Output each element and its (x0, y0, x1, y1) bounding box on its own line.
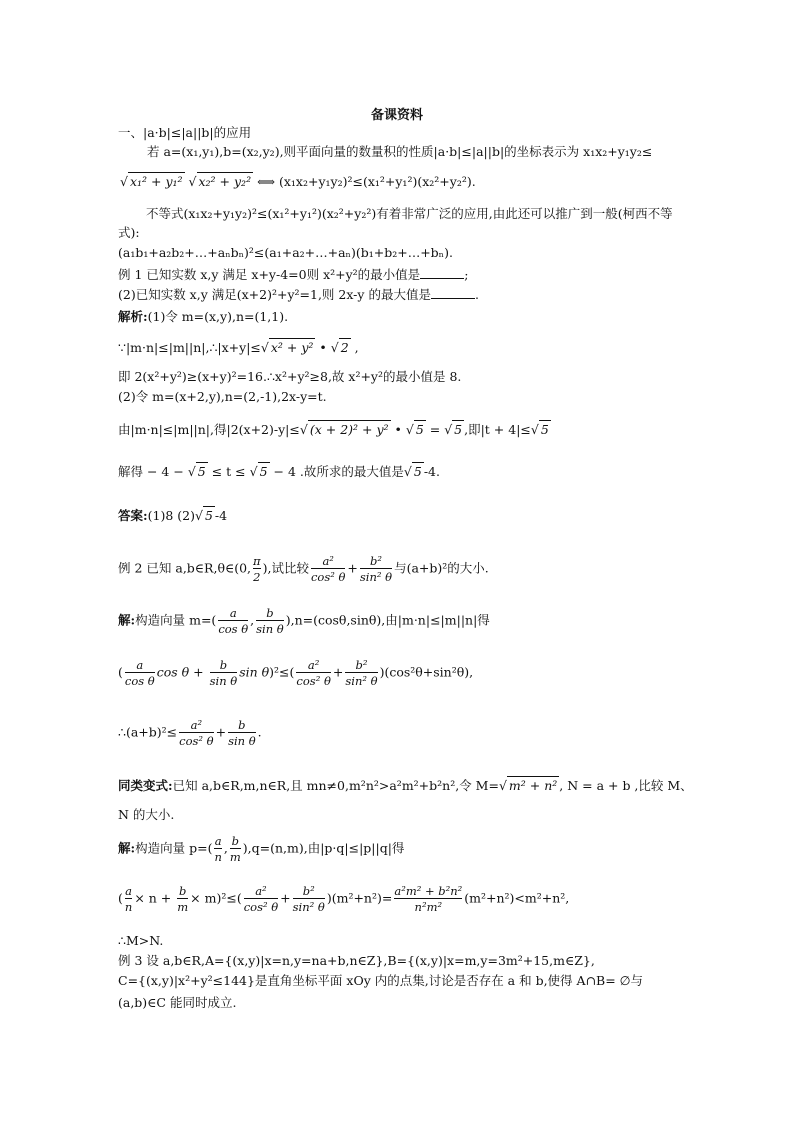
solution2-line1: 解:构造向量 m=( $\frac{a}{\text{cos θ}}$ , $\frac{b}{\text{sin θ}}$ ),n=(cosθ,sinθ),由|m·n|≤|m||n|得 (118, 606, 490, 636)
intro-line: 若 a=(x₁,y₁),b=(x₂,y₂),则平面向量的数量积的性质|a·b|≤|a||b|的坐标表示为 x₁x₂+y₁y₂≤ (147, 144, 653, 159)
answer-label: 答案: (118, 508, 148, 523)
intro-formula-line: √ x₁² + y₁² √ x₂² + y₂² ⟺ (x₁x₂+y₁y₂)²≤(x₁²+y₁²)(x₂²+y₂²). (120, 174, 476, 189)
example1-text: 例 1 已知实数 x,y 满足 x+y-4=0则 x²+y²的最小值是 (118, 267, 421, 282)
ineq-text-a: )²≤( (269, 664, 295, 680)
solution3-conclusion: ∴M>N. (118, 933, 164, 948)
conclusion2-text: ∴(a+b)²≤ (118, 724, 178, 740)
ineq3-text-c: (m²+n²)<m²+n², (464, 890, 570, 906)
answer-text: (1)8 (2) (147, 508, 195, 523)
solution3-inequality: ( $\frac{a}{n}$ × n + $\frac{b}{m}$ × m)²≤( $\frac{\text{a²}}{\text{cos² θ}}$ + $\frac{\text{b²}}{\text{sin² θ}}$ )(m²+n²)= $\frac{\text{a²m² + b²n²}}{\text{n²m²}}$ (m²+n²)<m²+n², (118, 884, 570, 914)
solution2-text-b: ),n=(cosθ,sinθ),由|m·n|≤|m||n|得 (285, 612, 490, 628)
example3-line3: (a,b)∈C 能同时成立. (118, 995, 237, 1010)
solution-label: 解: (118, 612, 136, 628)
solution2-text-a: 构造向量 m=( (135, 612, 217, 628)
solution1-line1 (118, 308, 288, 326)
example1b-text: (2)已知实数 x,y 满足(x+2)²+y²=1,则 2x-y 的最大值是 (118, 287, 431, 302)
solution2-inequality: ( $\frac{a}{\text{cos θ}}$ cos θ + $\frac{b}{\text{sin θ}}$ sin θ)²≤( $\frac{\text{a²}}{\text{cos² θ}}$ + $\frac{\text{b²}}{\text{sin² θ}}$ )(cos²θ+sin²θ), (118, 658, 474, 688)
variation-line1: 同类变式:已知 a,b∈R,m,n∈R,且 mn≠0,m²n²>a²m²+b²n²,令 M=√ m² + n² , N = a + b ,比较 M、 (118, 778, 693, 793)
solution1-line5: 由|m·n|≤|m||n|,得|2(x+2)-y|≤√ (x + 2)² + y² • √ 5 = √ 5 ,即|t + 4|≤√ 5 (118, 422, 549, 437)
solution1-text: (1)令 m=(x,y),n=(1,1). (147, 309, 289, 324)
solution1-text6d: -4. (423, 464, 440, 479)
answer-tail: -4 (214, 508, 228, 523)
solution3-text-b: ),q=(n,m),由|p·q|≤|p||q|得 (242, 840, 405, 856)
page-title: 备课资料 (370, 108, 423, 123)
answer-line: 答案:(1)8 (2)√ 5 -4 (118, 508, 228, 523)
solution2-conclusion: ∴(a+b)²≤ $\frac{\text{a²}}{\text{cos² θ}}$ + $\frac{b}{\text{sin θ}}$ . (118, 718, 262, 748)
variation-line2: N 的大小. (118, 807, 175, 822)
solution1-text6b: ≤ t ≤ (211, 464, 246, 479)
solution1-text6c: − 4 .故所求的最大值是 (273, 464, 404, 479)
example3-line2: C={(x,y)|x²+y²≤144}是直角坐标平面 xOy 内的点集,讨论是否存在 a 和 b,使得 A∩B= ∅与 (118, 973, 644, 988)
solution1-text6a: 解得 − 4 − (118, 464, 184, 479)
paragraph-cauchy-intro: 不等式(x₁x₂+y₁y₂)²≤(x₁²+y₁²)(x₂²+y₂²)有着非常广泛的应用,由此还可以推广到一般(柯西不等式): (118, 206, 673, 240)
example2: 例 2 已知 a,b∈R,θ∈(0, $\frac{\pi}{2}$ ),试比较 $\frac{\text{a²}}{\text{cos² θ}}$ + $\frac{\text{b²}}{\text{sin² θ}}$ 与(a+b)²的大小. (118, 554, 489, 584)
example2-text-b: ),试比较 (262, 560, 309, 576)
ineq3-text-a: )²≤( (216, 890, 242, 906)
cauchy-inequality: (a₁b₁+a₂b₂+…+aₙbₙ)²≤(a₁+a₂+…+aₙ)(b₁+b₂+…+bₙ). (118, 245, 453, 260)
solution3-text-a: 构造向量 p=( (135, 840, 213, 856)
ineq-text-b: )(cos²θ+sin²θ), (379, 664, 474, 680)
example2-text-c: 与(a+b)²的大小. (394, 560, 489, 576)
example1-part1: 例 1 已知实数 x,y 满足 x+y-4=0则 x²+y²的最小值是 ; (118, 267, 469, 282)
answer-blank (431, 286, 475, 299)
variation-label: 同类变式: (118, 778, 173, 793)
solution-label: 解: (118, 840, 136, 856)
solution1-line6: 解得 − 4 − √ 5 ≤ t ≤ √ 5 − 4 .故所求的最大值是√ 5 -4. (118, 464, 440, 479)
solution1-line4: (2)令 m=(x+2,y),n=(2,-1),2x-y=t. (118, 389, 327, 404)
solution-label: 解析: (118, 309, 148, 324)
solution1-line3: 即 2(x²+y²)≥(x+y)²=16.∴x²+y²≥8,故 x²+y²的最小值是 8. (118, 369, 462, 384)
solution1-line2: ∵|m·n|≤|m||n|,∴|x+y|≤√ x² + y² • √ 2 , (118, 340, 359, 355)
example2-text-a: 例 2 已知 a,b∈R,θ∈(0, (118, 560, 252, 576)
solution1-text2: ∵|m·n|≤|m||n|,∴|x+y|≤ (118, 340, 261, 355)
example1-part2: (2)已知实数 x,y 满足(x+2)²+y²=1,则 2x-y 的最大值是 . (118, 287, 479, 302)
answer-blank (420, 266, 464, 279)
section-heading: 一、|a·b|≤|a||b|的应用 (118, 125, 252, 140)
variation-text: 已知 a,b∈R,m,n∈R,且 mn≠0,m²n²>a²m²+b²n²,令 M= (172, 778, 499, 793)
variation-text2: , N = a + b ,比较 M、 (559, 778, 693, 793)
intro-formula-tail: (x₁x₂+y₁y₂)²≤(x₁²+y₁²)(x₂²+y₂²). (278, 174, 476, 189)
solution3-line1: 解:构造向量 p=( $\frac{a}{n}$ , $\frac{b}{m}$ ),q=(n,m),由|p·q|≤|p||q|得 (118, 834, 405, 864)
solution1-text5a: 由|m·n|≤|m||n|,得|2(x+2)-y|≤ (118, 422, 300, 437)
ineq3-text-b: )(m²+n²)= (326, 890, 393, 906)
example3-line1: 例 3 设 a,b∈R,A={(x,y)|x=n,y=na+b,n∈Z},B={(x,y)|x=m,y=3m²+15,m∈Z}, (118, 953, 595, 968)
solution1-text5b: ,即|t + 4|≤ (464, 422, 531, 437)
